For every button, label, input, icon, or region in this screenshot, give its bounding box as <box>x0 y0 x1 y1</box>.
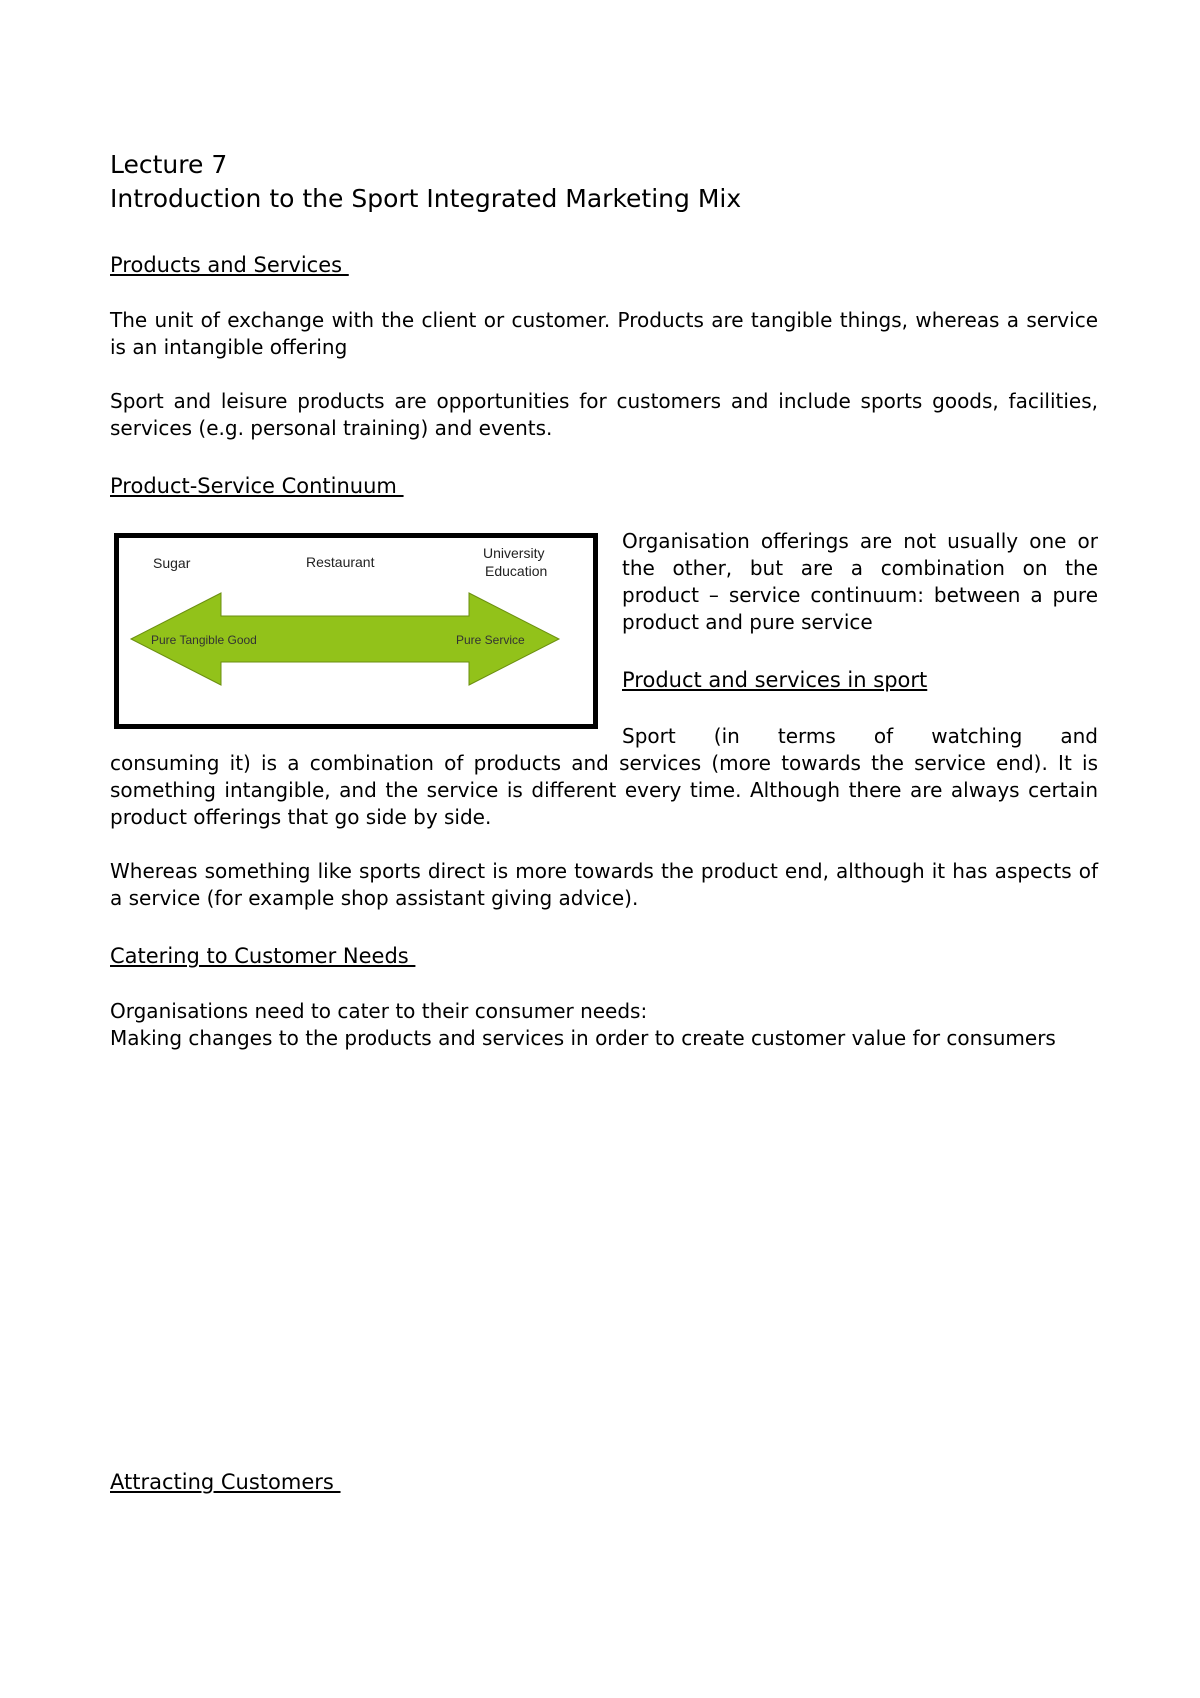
arrow-label-pure-service: Pure Service <box>456 633 525 647</box>
heading-products-services: Products and Services <box>110 253 349 277</box>
arrow-label-pure-tangible-good: Pure Tangible Good <box>151 633 257 647</box>
paragraph-sport-first-line: Sport (in terms of watching and <box>622 724 1098 748</box>
heading-continuum: Product-Service Continuum <box>110 474 404 498</box>
paragraph-cater-needs: Organisations need to cater to their consumer needs: <box>110 999 648 1023</box>
label-sugar: Sugar <box>153 555 191 571</box>
lecture-number: Lecture 7 <box>110 150 228 179</box>
heading-attracting-customers: Attracting Customers <box>110 1470 341 1494</box>
document-title: Introduction to the Sport Integrated Marketing Mix <box>110 184 742 213</box>
heading-customer-needs: Catering to Customer Needs <box>110 944 416 968</box>
paragraph-making-changes: Making changes to the products and services in order to create customer value for consumers <box>110 1026 1056 1050</box>
heading-product-services-sport: Product and services in sport <box>622 668 928 692</box>
label-university: University <box>483 545 545 561</box>
continuum-diagram-svg <box>119 538 593 724</box>
paragraph-unit-of-exchange: The unit of exchange with the client or customer. Products are tangible things, whereas a service is an intangible offering <box>110 308 1098 359</box>
label-education: Education <box>485 563 548 579</box>
paragraph-sport-combination: consuming it) is a combination of products and services (more towards the service end). It is something intangible, and the service is different every time. Although there are always certain product offerings that go side by side. <box>110 751 1098 829</box>
label-restaurant: Restaurant <box>306 554 375 570</box>
continuum-diagram <box>114 533 598 729</box>
paragraph-sports-direct: Whereas something like sports direct is more towards the product end, although it has aspects of a service (for example shop assistant giving advice). <box>110 859 1098 910</box>
paragraph-organisation-offerings: Organisation offerings are not usually one or the other, but are a combination on the product – service continuum: between a pure product and pure service <box>622 529 1098 634</box>
paragraph-sport-leisure-products: Sport and leisure products are opportunities for customers and include sports goods, facilities, services (e.g. personal training) and events. <box>110 389 1098 440</box>
